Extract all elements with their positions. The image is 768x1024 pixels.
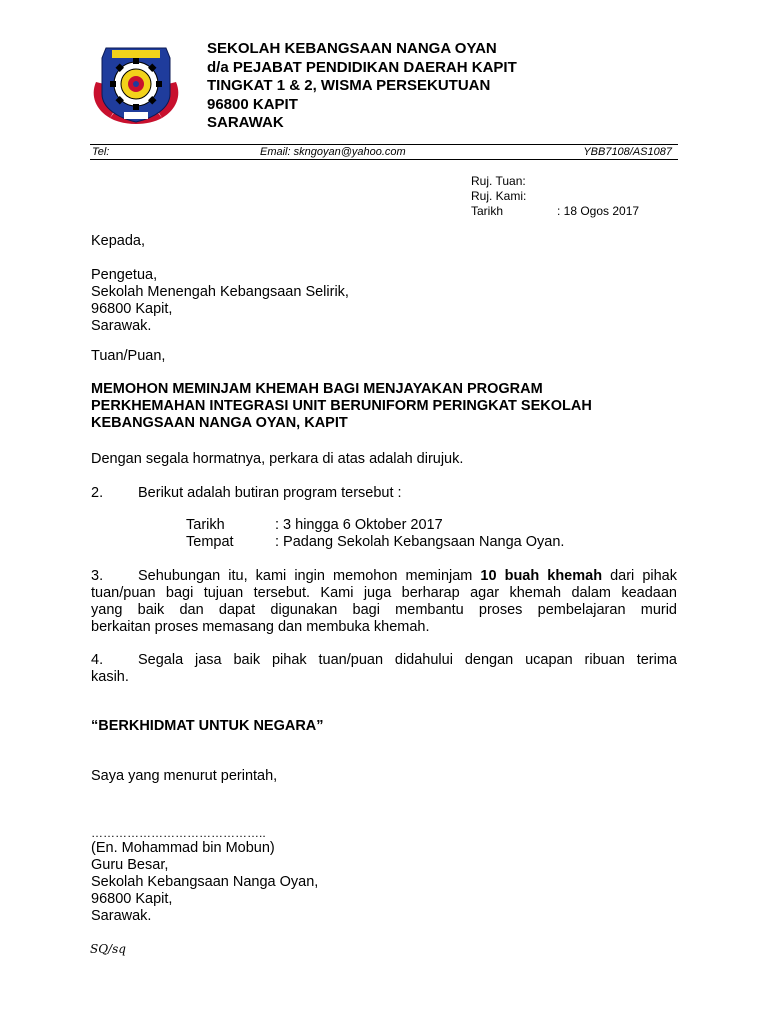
paragraph-text: Berikut adalah butiran program tersebut :: [138, 485, 402, 501]
school-name: SEKOLAH KEBANGSAAN NANGA OYAN: [207, 40, 497, 57]
signatory-title: Guru Besar,: [91, 857, 169, 873]
reference-initials: SQ/sq: [90, 942, 126, 956]
ruj-kami-label: Ruj. Kami:: [471, 189, 527, 203]
signature-block: [91, 826, 318, 925]
email-text: Email: skngoyan@yahoo.com: [260, 146, 406, 158]
program-date-label: Tarikh: [186, 517, 225, 533]
subject-line: KEBANGSAAN NANGA OYAN, KAPIT: [91, 415, 348, 431]
paragraph-2: [91, 485, 402, 502]
opening-paragraph: Dengan segala hormatnya, perkara di atas adalah dirujuk.: [91, 451, 464, 467]
program-venue-label: Tempat: [186, 534, 234, 550]
signatory-postcode: 96800 Kapit,: [91, 891, 173, 907]
paragraph-number: 2.: [91, 485, 104, 501]
signature-dots: ……………………………………..: [91, 826, 266, 840]
paragraph-number: 4.: [91, 652, 104, 668]
paragraph-text: Sehubungan itu, kami ingin memohon meminjam: [138, 568, 481, 584]
kepada-label: Kepada,: [91, 233, 146, 249]
program-date-row: [0, 517, 768, 534]
date-label: Tarikh: [471, 204, 504, 218]
postcode-line: 96800 KAPIT: [207, 95, 298, 113]
state-line: SARAWAK: [207, 114, 284, 131]
motto: “BERKHIDMAT UNTUK NEGARA”: [91, 718, 324, 734]
paragraph-4: [91, 652, 677, 686]
subject-line: PERKHEMAHAN INTEGRASI UNIT BERUNIFORM PERINGKAT SEKOLAH: [91, 398, 592, 414]
ruj-tuan-label: Ruj. Tuan:: [471, 174, 526, 188]
paragraph-line: berkaitan proses memasang dan membuka khemah.: [91, 619, 430, 635]
recipient-line: Pengetua,: [91, 267, 158, 283]
reference-block: [471, 174, 640, 219]
highlight-text: 10 buah khemah: [480, 568, 603, 584]
program-date-value: : 3 hingga 6 Oktober 2017: [275, 517, 443, 533]
signatory-school: Sekolah Kebangsaan Nanga Oyan,: [91, 874, 319, 890]
program-venue-row: [0, 534, 768, 551]
signatory-state: Sarawak.: [91, 908, 152, 924]
recipient-line: Sekolah Menengah Kebangsaan Selirik,: [91, 284, 349, 300]
paragraph-line: tuan/puan bagi tujuan tersebut. Kami juga berharap agar khemah dalam keadaan: [91, 585, 677, 601]
paragraph-line: kasih.: [91, 669, 129, 685]
letterhead: [207, 40, 517, 133]
building-line: TINGKAT 1 & 2, WISMA PERSEKUTUAN: [207, 77, 491, 94]
subject-heading: [91, 381, 592, 432]
subject-line: MEMOHON MEMINJAM KHEMAH BAGI MENJAYAKAN PROGRAM: [91, 381, 543, 397]
tel-label: Tel:: [92, 146, 110, 158]
closing-phrase: Saya yang menurut perintah,: [91, 768, 278, 784]
program-venue-value: : Padang Sekolah Kebangsaan Nanga Oyan.: [275, 534, 565, 550]
recipient-line: 96800 Kapit,: [91, 301, 173, 317]
recipient-address: [91, 267, 349, 335]
contact-bar: [90, 144, 678, 160]
paragraph-number: 3.: [91, 568, 104, 584]
salutation: Tuan/Puan,: [91, 348, 166, 364]
paragraph-text: Segala jasa baik pihak tuan/puan didahului dengan ucapan ribuan terima: [138, 652, 677, 668]
recipient-line: Sarawak.: [91, 318, 152, 334]
signatory-name: (En. Mohammad bin Mobun): [91, 840, 275, 856]
ref-code: YBB7108/AS1087: [583, 146, 672, 158]
office-line: d/a PEJABAT PENDIDIKAN DAERAH KAPIT: [207, 58, 517, 76]
paragraph-text: dari pihak: [602, 568, 677, 584]
date-value: : 18 Ogos 2017: [557, 204, 640, 218]
school-crest-icon: [90, 38, 182, 130]
paragraph-line: yang baik dan dapat digunakan bagi membantu proses pembelajaran murid: [91, 602, 677, 618]
paragraph-3: [91, 568, 677, 636]
